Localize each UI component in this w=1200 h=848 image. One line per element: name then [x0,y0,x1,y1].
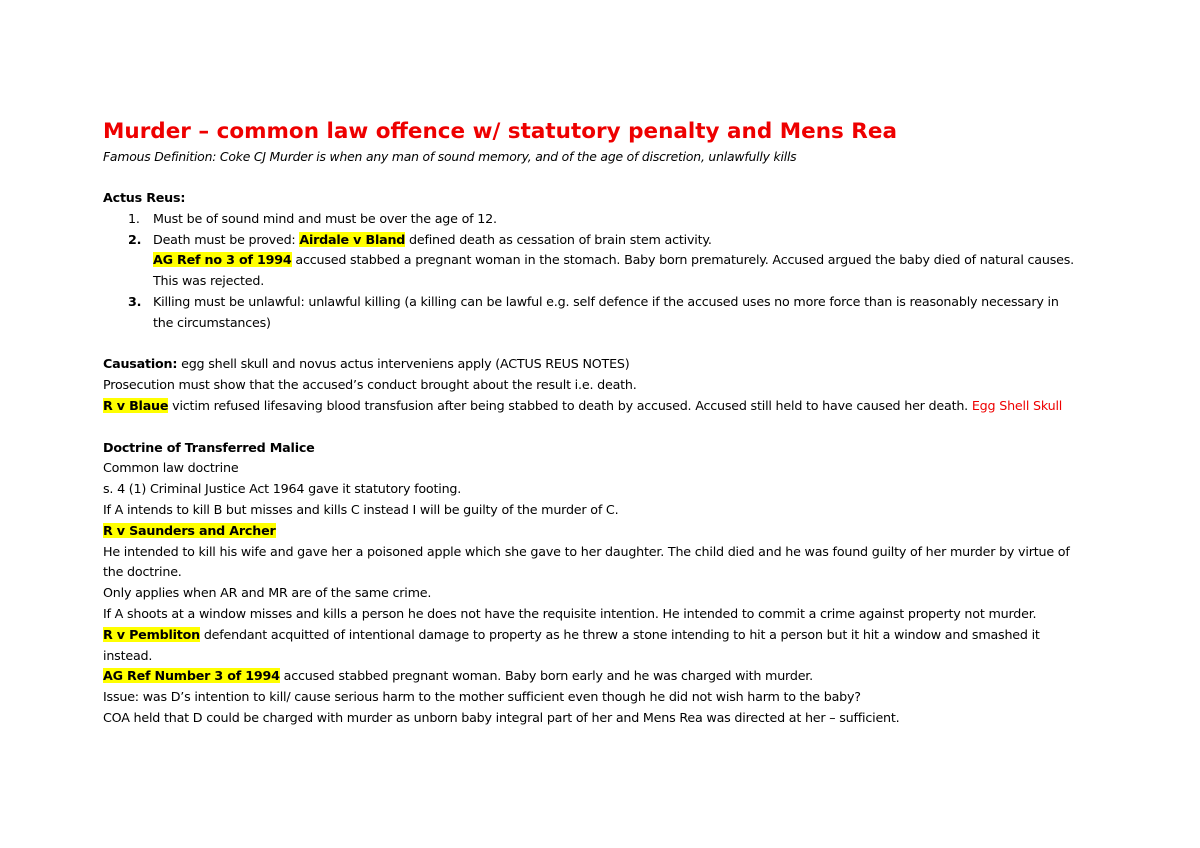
case-name-highlight: Airdale v Bland [299,231,406,247]
list-item-text: Killing must be unlawful: unlawful killing (a killing can be lawful e.g. self defence if the accused uses no more force than is reasonably necessary in [153,293,1059,309]
list-item-continuation [103,271,1103,292]
case-line [103,521,1103,542]
text-line: the doctrine. [103,564,182,580]
causation-case-line [103,396,1103,417]
list-item-text: the circumstances) [153,314,271,330]
text-line: Issue: was D’s intention to kill/ cause serious harm to the mother sufficient even though he did not wish harm to the baby? [103,689,861,705]
case-description: defendant acquitted of intentional damage to property as he threw a stone intending to hit a person but it hit a window and smashed it [200,626,1040,642]
case-description: This was rejected. [153,273,265,289]
list-item [103,209,1103,230]
case-line [103,666,1103,687]
transferred-malice-heading: Doctrine of Transferred Malice [103,439,315,455]
page-title: Murder – common law offence w/ statutory penalty and Mens Rea [103,119,897,144]
causation-label: Causation: [103,356,178,372]
case-line [103,625,1103,646]
text-line: He intended to kill his wife and gave her a poisoned apple which she gave to her daughter. The child died and he was found guilty of her murder by virtue of [103,543,1070,559]
document-body [103,118,1103,729]
list-item [103,230,1103,251]
list-item-prefix: Death must be proved: [153,231,300,247]
spacer [103,417,1103,438]
list-number: 2. [128,231,142,247]
spacer [103,166,1103,188]
causation-line [103,354,1103,375]
egg-shell-skull-tag: Egg Shell Skull [971,397,1063,413]
actus-reus-list [103,209,1103,334]
case-description: victim refused lifesaving blood transfusion after being stabbed to death by accused. Accused still held to have caused her death. [168,397,972,413]
text-line: If A shoots at a window misses and kills a person he does not have the requisite intention. He intended to commit a crime against property not murder. [103,605,1037,621]
famous-definition: Famous Definition: Coke CJ Murder is when any man of sound memory, and of the age of discretion, unlawfully kills [103,149,797,164]
text-line: s. 4 (1) Criminal Justice Act 1964 gave it statutory footing. [103,481,462,497]
text-line: COA held that D could be charged with murder as unborn baby integral part of her and Mens Rea was directed at her – sufficient. [103,709,900,725]
spacer [103,334,1103,355]
list-number: 1. [128,210,140,226]
case-name-highlight: AG Ref no 3 of 1994 [153,252,292,268]
case-name-highlight: R v Saunders and Archer [103,522,276,538]
case-description: accused stabbed a pregnant woman in the stomach. Baby born prematurely. Accused argued the baby died of natural causes. [291,252,1074,268]
actus-reus-heading: Actus Reus: [103,190,186,205]
case-name-highlight: R v Pembliton [103,626,200,642]
text-line: Only applies when AR and MR are of the same crime. [103,585,432,601]
text-line: Common law doctrine [103,460,239,476]
list-item [103,292,1103,313]
text-line: If A intends to kill B but misses and kills C instead I will be guilty of the murder of C. [103,501,619,517]
case-description: accused stabbed pregnant woman. Baby born early and he was charged with murder. [279,668,813,684]
list-item-text: Must be of sound mind and must be over the age of 12. [153,210,497,226]
text-line: instead. [103,647,153,663]
list-item-continuation [103,313,1103,334]
list-item-continuation [103,250,1103,271]
case-name-highlight: AG Ref Number 3 of 1994 [103,668,280,684]
case-name-highlight: R v Blaue [103,397,169,413]
causation-line: Prosecution must show that the accused’s conduct brought about the result i.e. death. [103,377,637,393]
list-item-suffix: defined death as cessation of brain stem activity. [405,231,712,247]
list-number: 3. [128,293,142,309]
causation-text: egg shell skull and novus actus interveniens apply (ACTUS REUS NOTES) [177,356,630,372]
